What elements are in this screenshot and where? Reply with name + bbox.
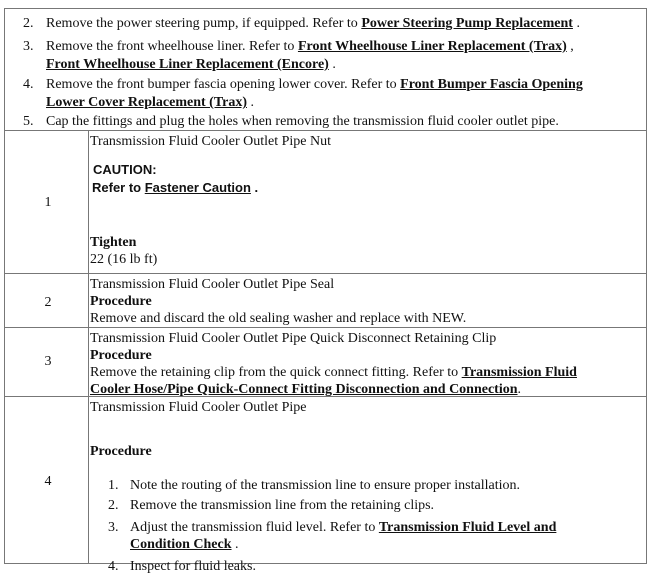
quick-connect-link[interactable]: Transmission Fluid [461,365,577,380]
fluid-level-link-cont[interactable]: Condition Check [130,537,232,552]
step-text: Remove the power steering pump, if equipped. Refer to Power Steering Pump Replacement . [46,16,580,31]
action-label: Procedure [90,444,152,459]
component-title: Transmission Fluid Cooler Outlet Pipe Seal [90,277,335,292]
caution-text: Refer to Fastener Caution . [92,180,259,195]
row-divider [5,327,646,328]
fastener-caution-link[interactable]: Fastener Caution [144,180,251,195]
step-number: 4. [23,77,34,92]
bumper-fascia-link-cont[interactable]: Lower Cover Replacement (Trax) [46,95,247,110]
caution-label: CAUTION: [93,162,157,177]
step-text: Remove the front bumper fascia opening lower cover. Refer to Front Bumper Fascia Opening Lower Cover Replacement (Trax) . [46,77,583,110]
power-steering-link[interactable]: Power Steering Pump Replacement [361,16,573,31]
wheelhouse-trax-link[interactable]: Front Wheelhouse Liner Replacement (Trax) [297,39,567,54]
action-label: Procedure [90,294,152,309]
step-text: Remove the front wheelhouse liner. Refer to Front Wheelhouse Liner Replacement (Trax) , Front Wheelhouse Liner Replacement (Encore) . [46,39,574,72]
component-title: Transmission Fluid Cooler Outlet Pipe [90,400,307,415]
wheelhouse-encore-link[interactable]: Front Wheelhouse Liner Replacement (Encore) [46,57,329,72]
table-row-1-content [90,133,640,268]
torque-value: 22 (16 lb ft) [90,252,158,267]
row-number: 2 [44,295,52,310]
table-row-4-content: Transmission Fluid Cooler Outlet Pipe Procedure 1. Note the routing of the transmission line to ensure proper installation. 2. Remove the transmission line from the retaining clips. 3. Adjust the transmission fluid level. Refer to Transmission Fluid Level and Condition Check . 4. Inspect for fluid leaks. [90,399,640,416]
table-row-3-content [90,330,640,398]
table-row-2-content [90,276,640,327]
bumper-fascia-link[interactable]: Front Bumper Fascia Opening [400,77,583,92]
step-number: 2. [23,16,34,31]
action-label: Tighten [90,235,137,250]
procedure-text: Remove and discard the old sealing washer and replace with NEW. [90,311,467,326]
component-title: Transmission Fluid Cooler Outlet Pipe Quick Disconnect Retaining Clip [90,331,497,346]
fluid-level-link[interactable]: Transmission Fluid Level and [378,520,557,535]
row-number: 1 [44,195,52,210]
procedure-frame [4,8,647,574]
procedure-text: Remove the retaining clip from the quick connect fitting. Refer to Transmission Fluid Cooler Hose/Pipe Quick-Connect Fitting Disconnection and Connection. [90,365,577,397]
step-number: 3. [23,39,34,54]
row-number: 3 [44,354,52,369]
quick-connect-link-cont[interactable]: Cooler Hose/Pipe Quick-Connect Fitting Disconnection and Connection [90,382,518,397]
step-text: Cap the fittings and plug the holes when removing the transmission fluid cooler outlet pipe. [46,114,559,129]
component-title: Transmission Fluid Cooler Outlet Pipe Nut [90,134,332,149]
table-top-border [5,130,646,131]
action-label: Procedure [90,348,152,363]
row-divider [5,273,646,274]
row-number: 4 [44,474,52,489]
step-number: 5. [23,114,34,129]
